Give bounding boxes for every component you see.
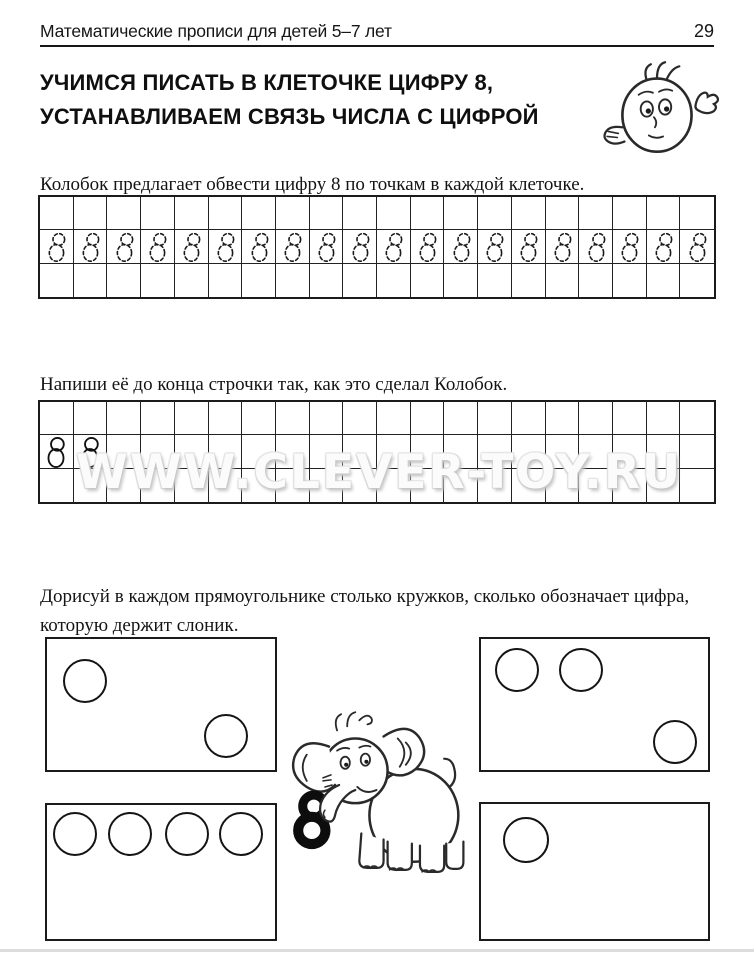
dotted-digit-8 bbox=[142, 230, 172, 263]
grid-cell bbox=[74, 230, 108, 264]
grid-cell bbox=[647, 402, 681, 435]
grid-cell bbox=[411, 230, 445, 264]
grid-cell bbox=[613, 230, 647, 264]
dotted-digit-8 bbox=[479, 230, 509, 263]
grid-cell bbox=[444, 435, 478, 469]
grid-cell bbox=[40, 264, 74, 297]
grid-cell bbox=[343, 402, 377, 435]
draw-circles-instruction-line1: Дорисуй в каждом прямоугольнике столько кружков, сколько обозначает цифра, bbox=[40, 586, 690, 607]
page-number: 29 bbox=[693, 21, 714, 41]
grid-cell bbox=[343, 230, 377, 264]
grid-cell bbox=[141, 469, 175, 502]
grid-cell bbox=[107, 469, 141, 502]
grid-cell bbox=[209, 402, 243, 435]
grid-cell bbox=[40, 197, 74, 230]
grid-cell bbox=[546, 264, 580, 297]
grid-cell bbox=[209, 469, 243, 502]
grid-cell bbox=[512, 469, 546, 502]
grid-cell bbox=[411, 469, 445, 502]
grid-cell bbox=[141, 230, 175, 264]
grid-cell bbox=[141, 435, 175, 469]
dotted-digit-8 bbox=[581, 230, 611, 263]
grid-cell bbox=[377, 435, 411, 469]
dotted-digit-8 bbox=[345, 230, 375, 263]
circle-box-bottom-right bbox=[479, 802, 710, 941]
grid-cell bbox=[613, 197, 647, 230]
lesson-title-line2: УСТАНАВЛИВАЕМ СВЯЗЬ ЧИСЛА С ЦИФРОЙ bbox=[40, 104, 539, 129]
grid-cell bbox=[512, 402, 546, 435]
grid-cell bbox=[242, 469, 276, 502]
dotted-digit-8 bbox=[513, 230, 543, 263]
grid-cell bbox=[613, 469, 647, 502]
grid-cell bbox=[579, 402, 613, 435]
written-digit-8 bbox=[41, 435, 71, 468]
grid-cell bbox=[209, 264, 243, 297]
grid-cell bbox=[107, 264, 141, 297]
grid-cell bbox=[579, 469, 613, 502]
grid-cell bbox=[444, 402, 478, 435]
series-title: Математические прописи для детей 5–7 лет bbox=[40, 21, 392, 41]
grid-cell bbox=[209, 435, 243, 469]
watermark: WWW.CLEVER-TOY.RU bbox=[76, 445, 683, 500]
grid-cell bbox=[310, 402, 344, 435]
grid-cell bbox=[175, 402, 209, 435]
grid-cell bbox=[175, 435, 209, 469]
grid-cell bbox=[680, 469, 714, 502]
grid-cell bbox=[209, 230, 243, 264]
dotted-digit-8 bbox=[109, 230, 139, 263]
grid-cell bbox=[680, 264, 714, 297]
grid-cell bbox=[242, 197, 276, 230]
dotted-digit-8 bbox=[176, 230, 206, 263]
grid-cell bbox=[411, 264, 445, 297]
grid-cell bbox=[242, 402, 276, 435]
trace-instruction: Колобок предлагает обвести цифру 8 по точкам в каждой клеточке. bbox=[40, 174, 585, 195]
count-circle bbox=[559, 648, 603, 692]
lesson-title-line1: УЧИМСЯ ПИСАТЬ В КЛЕТОЧКЕ ЦИФРУ 8, bbox=[40, 70, 494, 95]
grid-cell bbox=[478, 197, 512, 230]
grid-cell bbox=[680, 230, 714, 264]
kolobok-character-icon bbox=[598, 56, 720, 158]
draw-circles-instruction bbox=[40, 582, 740, 640]
trace-grid bbox=[38, 195, 716, 299]
grid-cell bbox=[613, 402, 647, 435]
grid-cell bbox=[310, 230, 344, 264]
grid-cell bbox=[647, 469, 681, 502]
grid-cell bbox=[141, 197, 175, 230]
grid-cell bbox=[377, 230, 411, 264]
elephant-character-icon bbox=[278, 692, 476, 884]
grid-cell bbox=[107, 197, 141, 230]
dotted-digit-8 bbox=[210, 230, 240, 263]
grid-cell bbox=[478, 402, 512, 435]
grid-cell bbox=[141, 402, 175, 435]
grid-cell bbox=[107, 435, 141, 469]
grid-cell bbox=[276, 435, 310, 469]
grid-cell bbox=[680, 197, 714, 230]
dotted-digit-8 bbox=[682, 230, 712, 263]
grid-cell bbox=[343, 435, 377, 469]
count-circle bbox=[653, 720, 697, 764]
grid-cell bbox=[444, 230, 478, 264]
dotted-digit-8 bbox=[311, 230, 341, 263]
dotted-digit-8 bbox=[41, 230, 71, 263]
count-circle bbox=[53, 812, 97, 856]
grid-cell bbox=[579, 435, 613, 469]
grid-cell bbox=[343, 469, 377, 502]
count-circle bbox=[204, 714, 248, 758]
dotted-digit-8 bbox=[412, 230, 442, 263]
count-circle bbox=[165, 812, 209, 856]
grid-cell bbox=[512, 197, 546, 230]
draw-circles-instruction-line2: которую держит слоник. bbox=[40, 615, 239, 636]
circle-box-top-left bbox=[45, 637, 277, 772]
grid-cell bbox=[377, 197, 411, 230]
grid-cell bbox=[411, 435, 445, 469]
count-circle bbox=[108, 812, 152, 856]
grid-cell bbox=[343, 197, 377, 230]
grid-cell bbox=[411, 197, 445, 230]
grid-cell bbox=[444, 264, 478, 297]
grid-cell bbox=[276, 402, 310, 435]
grid-cell bbox=[40, 469, 74, 502]
grid-cell bbox=[40, 402, 74, 435]
dotted-digit-8 bbox=[614, 230, 644, 263]
grid-cell bbox=[74, 402, 108, 435]
grid-cell bbox=[209, 197, 243, 230]
dotted-digit-8 bbox=[547, 230, 577, 263]
grid-cell bbox=[512, 435, 546, 469]
grid-cell bbox=[40, 435, 74, 469]
grid-cell bbox=[546, 469, 580, 502]
grid-cell bbox=[512, 264, 546, 297]
grid-cell bbox=[546, 435, 580, 469]
grid-cell bbox=[107, 402, 141, 435]
grid-cell bbox=[478, 264, 512, 297]
page-bottom-edge bbox=[0, 949, 754, 952]
grid-cell bbox=[276, 197, 310, 230]
grid-cell bbox=[546, 230, 580, 264]
grid-cell bbox=[613, 435, 647, 469]
grid-cell bbox=[242, 230, 276, 264]
grid-cell bbox=[444, 197, 478, 230]
grid-cell bbox=[613, 264, 647, 297]
grid-cell bbox=[444, 469, 478, 502]
grid-cell bbox=[579, 197, 613, 230]
grid-cell bbox=[276, 264, 310, 297]
written-digit-8 bbox=[75, 435, 105, 468]
grid-cell bbox=[107, 230, 141, 264]
grid-cell bbox=[310, 197, 344, 230]
grid-cell bbox=[276, 469, 310, 502]
grid-cell bbox=[478, 435, 512, 469]
grid-cell bbox=[74, 469, 108, 502]
grid-cell bbox=[175, 230, 209, 264]
dotted-digit-8 bbox=[244, 230, 274, 263]
count-circle bbox=[219, 812, 263, 856]
grid-cell bbox=[546, 402, 580, 435]
dotted-digit-8 bbox=[277, 230, 307, 263]
grid-cell bbox=[512, 230, 546, 264]
dotted-digit-8 bbox=[446, 230, 476, 263]
count-circle bbox=[503, 817, 549, 863]
grid-cell bbox=[242, 264, 276, 297]
header-rule bbox=[40, 45, 714, 47]
grid-cell bbox=[175, 197, 209, 230]
grid-cell bbox=[579, 264, 613, 297]
grid-cell bbox=[647, 230, 681, 264]
circle-box-bottom-left bbox=[45, 803, 277, 941]
grid-cell bbox=[647, 264, 681, 297]
grid-cell bbox=[276, 230, 310, 264]
grid-cell bbox=[74, 435, 108, 469]
grid-cell bbox=[310, 435, 344, 469]
circle-box-top-right bbox=[479, 637, 710, 772]
grid-cell bbox=[310, 264, 344, 297]
write-instruction: Напиши её до конца строчки так, как это сделал Колобок. bbox=[40, 374, 508, 395]
grid-cell bbox=[478, 230, 512, 264]
grid-cell bbox=[242, 435, 276, 469]
grid-cell bbox=[343, 264, 377, 297]
grid-cell bbox=[680, 402, 714, 435]
dotted-digit-8 bbox=[75, 230, 105, 263]
grid-cell bbox=[175, 264, 209, 297]
dotted-digit-8 bbox=[648, 230, 678, 263]
grid-cell bbox=[579, 230, 613, 264]
count-circle bbox=[495, 648, 539, 692]
write-grid bbox=[38, 400, 716, 504]
grid-cell bbox=[680, 435, 714, 469]
dotted-digit-8 bbox=[378, 230, 408, 263]
grid-cell bbox=[141, 264, 175, 297]
grid-cell bbox=[310, 469, 344, 502]
grid-cell bbox=[377, 402, 411, 435]
grid-cell bbox=[411, 402, 445, 435]
grid-cell bbox=[40, 230, 74, 264]
grid-cell bbox=[478, 469, 512, 502]
count-circle bbox=[63, 659, 107, 703]
lesson-title bbox=[40, 66, 539, 134]
grid-cell bbox=[377, 469, 411, 502]
grid-cell bbox=[647, 435, 681, 469]
grid-cell bbox=[647, 197, 681, 230]
grid-cell bbox=[74, 264, 108, 297]
grid-cell bbox=[74, 197, 108, 230]
grid-cell bbox=[377, 264, 411, 297]
grid-cell bbox=[175, 469, 209, 502]
grid-cell bbox=[546, 197, 580, 230]
